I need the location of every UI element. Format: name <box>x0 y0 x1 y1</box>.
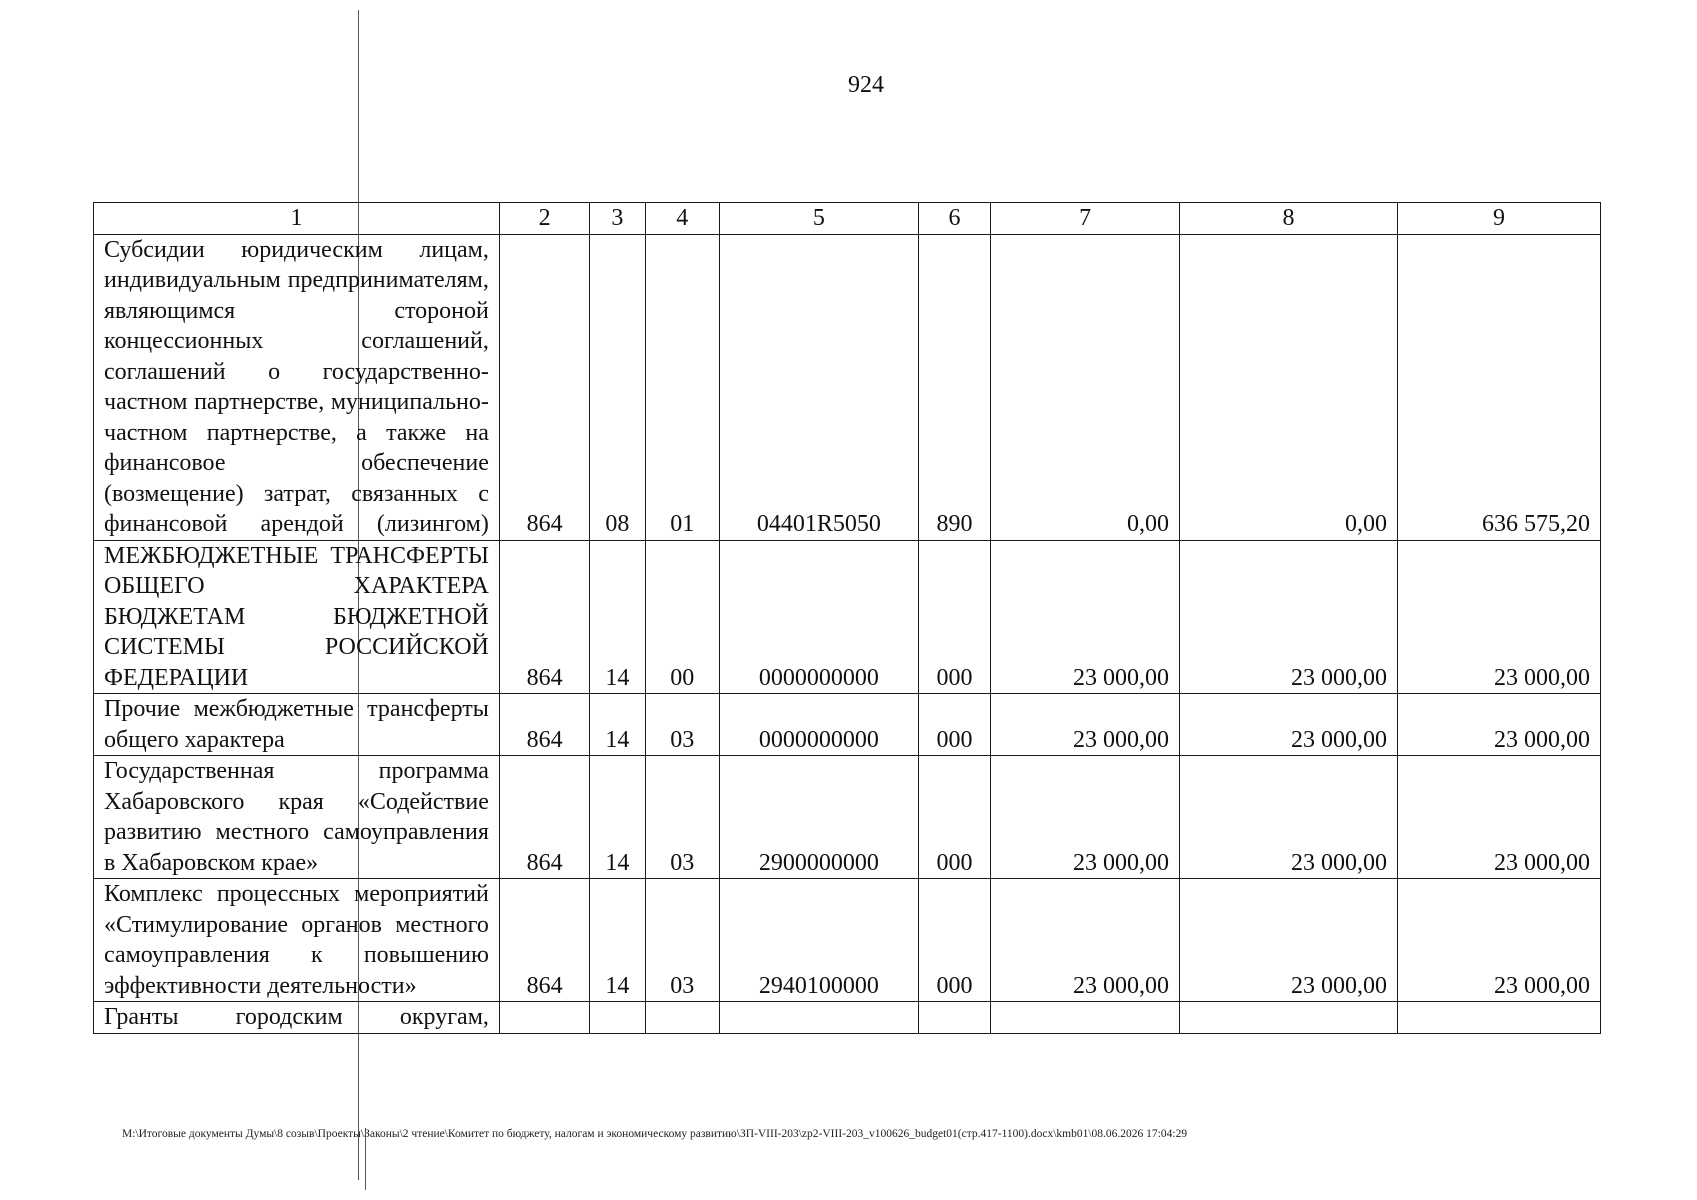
cell-ministry-code: 864 <box>499 756 589 879</box>
empty-cell <box>918 1002 990 1034</box>
cell-section: 14 <box>590 540 645 694</box>
cell-amount-7: 23 000,00 <box>991 756 1180 879</box>
page-number: 924 <box>848 72 884 98</box>
cell-section: 14 <box>590 879 645 1002</box>
cell-section: 08 <box>590 234 645 540</box>
header-cell-6: 6 <box>918 203 990 235</box>
empty-cell <box>991 1002 1180 1034</box>
header-cell-7: 7 <box>991 203 1180 235</box>
empty-cell <box>645 1002 719 1034</box>
cell-ministry-code: 864 <box>499 234 589 540</box>
empty-cell <box>499 1002 589 1034</box>
table-row <box>94 756 1601 879</box>
cell-amount-9: 636 575,20 <box>1398 234 1601 540</box>
cell-target-article: 0000000000 <box>719 540 918 694</box>
cell-target-article: 2940100000 <box>719 879 918 1002</box>
cell-amount-8: 23 000,00 <box>1180 879 1398 1002</box>
cell-amount-7: 23 000,00 <box>991 540 1180 694</box>
table-row <box>94 234 1601 540</box>
row-description-continued: Гранты городским округам, <box>94 1002 500 1034</box>
empty-cell <box>1398 1002 1601 1034</box>
cell-subsection: 03 <box>645 879 719 1002</box>
cell-amount-9: 23 000,00 <box>1398 694 1601 756</box>
cell-subsection: 01 <box>645 234 719 540</box>
row-description: МЕЖБЮДЖЕТНЫЕ ТРАНСФЕРТЫ ОБЩЕГО ХАРАКТЕРА БЮДЖЕТАМ БЮДЖЕТНОЙ СИСТЕМЫ РОССИЙСКОЙ ФЕДЕРАЦИИ <box>94 540 500 694</box>
cell-expense-type: 000 <box>918 756 990 879</box>
table-row <box>94 879 1601 1002</box>
cell-expense-type: 000 <box>918 540 990 694</box>
cell-target-article: 2900000000 <box>719 756 918 879</box>
header-cell-3: 3 <box>590 203 645 235</box>
cell-amount-8: 23 000,00 <box>1180 694 1398 756</box>
cell-subsection: 03 <box>645 694 719 756</box>
cell-target-article: 04401R5050 <box>719 234 918 540</box>
cell-amount-9: 23 000,00 <box>1398 879 1601 1002</box>
table-row <box>94 694 1601 756</box>
header-cell-8: 8 <box>1180 203 1398 235</box>
cell-section: 14 <box>590 694 645 756</box>
cell-expense-type: 000 <box>918 694 990 756</box>
cell-amount-8: 23 000,00 <box>1180 756 1398 879</box>
header-cell-1: 1 <box>94 203 500 235</box>
cell-amount-9: 23 000,00 <box>1398 756 1601 879</box>
cell-subsection: 00 <box>645 540 719 694</box>
cell-amount-7: 23 000,00 <box>991 694 1180 756</box>
empty-cell <box>719 1002 918 1034</box>
row-description: Прочие межбюджетные трансферты общего характера <box>94 694 500 756</box>
cell-ministry-code: 864 <box>499 879 589 1002</box>
table-row-continued <box>94 1002 1601 1034</box>
header-cell-2: 2 <box>499 203 589 235</box>
row-description: Субсидии юридическим лицам, индивидуальным предпринимателям, являющимся стороной концессионных соглашений, соглашений о государственно-частном партнерстве, муниципально-частном партнерстве, а также на финансовое обеспечение (возмещение) затрат, связанных с финансовой арендой (лизингом) <box>94 234 500 540</box>
cell-amount-9: 23 000,00 <box>1398 540 1601 694</box>
budget-table <box>93 202 1601 1034</box>
cell-amount-8: 0,00 <box>1180 234 1398 540</box>
empty-cell <box>1180 1002 1398 1034</box>
cell-ministry-code: 864 <box>499 694 589 756</box>
cell-expense-type: 890 <box>918 234 990 540</box>
row-description: Комплекс процессных мероприятий «Стимулирование органов местного самоуправления к повышению эффективности деятельности» <box>94 879 500 1002</box>
table-row <box>94 540 1601 694</box>
row-description: Государственная программа Хабаровского края «Содействие развитию местного самоуправления в Хабаровском крае» <box>94 756 500 879</box>
header-cell-5: 5 <box>719 203 918 235</box>
cell-amount-8: 23 000,00 <box>1180 540 1398 694</box>
cell-amount-7: 0,00 <box>991 234 1180 540</box>
cell-amount-7: 23 000,00 <box>991 879 1180 1002</box>
table-header-row <box>94 203 1601 235</box>
cell-section: 14 <box>590 756 645 879</box>
empty-cell <box>590 1002 645 1034</box>
header-cell-9: 9 <box>1398 203 1601 235</box>
cell-subsection: 03 <box>645 756 719 879</box>
header-cell-4: 4 <box>645 203 719 235</box>
document-file-path-footer: M:\Итоговые документы Думы\8 созыв\Проекты\Законы\2 чтение\Комитет по бюджету, налогам и экономическому развитию\ЗП-VIII-203\zp2-VIII-203_v100626_budget01(стр.417-1100).docx\kmb01\08.06.2026 17:04:29 <box>122 1128 1188 1140</box>
cell-expense-type: 000 <box>918 879 990 1002</box>
cell-ministry-code: 864 <box>499 540 589 694</box>
cell-target-article: 0000000000 <box>719 694 918 756</box>
